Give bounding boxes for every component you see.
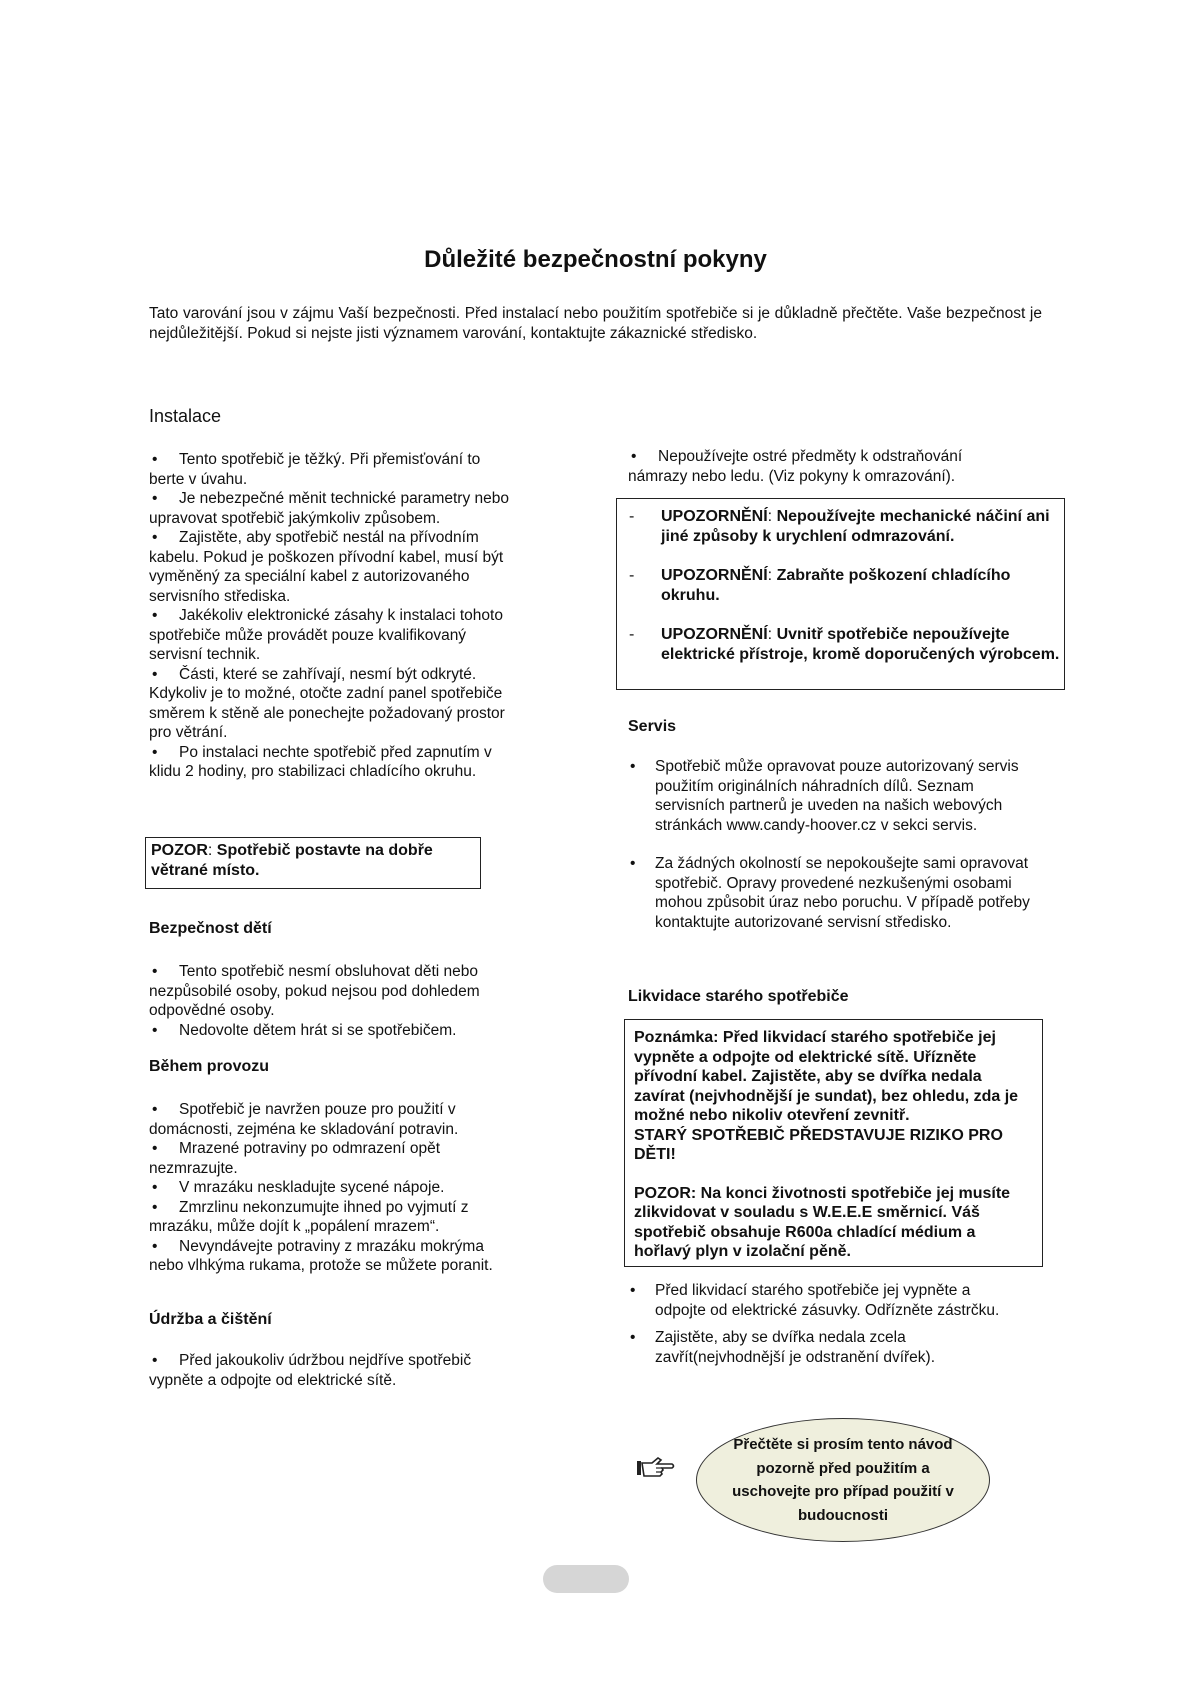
instalace-list bbox=[149, 450, 509, 782]
list-item: • Před jakoukoliv údržbou nejdříve spotřebič vypněte a odpojte od elektrické sítě. bbox=[149, 1352, 472, 1389]
pozor-label: POZOR bbox=[151, 842, 208, 859]
right-top-list bbox=[628, 447, 988, 486]
list-item: • Nepoužívejte ostré předměty k odstraňování námrazy nebo ledu. (Viz pokyny k omrazování). bbox=[628, 448, 963, 485]
page-number-pill bbox=[543, 1565, 629, 1593]
list-item: • Před likvidací starého spotřebiče jej vypněte a odpojte od elektrické zásuvky. Odřízněte zástrčku. bbox=[630, 1282, 1000, 1319]
heading-bezpecnost-deti: Bezpečnost dětí bbox=[149, 920, 272, 937]
list-item: • Zajistěte, aby spotřebič nestál na přívodním kabelu. Pokud je poškozen přívodní kabel, musí být vyměněný za speciální kabel z autorizovaného servisního střediska. bbox=[149, 529, 504, 605]
warning-item: - UPOZORNĚNÍ: Nepoužívejte mechanické náčiní ani jiné způsoby k urychlení odmrazování. bbox=[629, 508, 1050, 545]
list-item: • Spotřebič může opravovat pouze autorizovaný servis použitím originálních náhradních dílů. Seznam servisních partnerů je uveden na našich webových stránkách www.candy-hoover.cz v sekci servis. bbox=[630, 758, 1019, 834]
heading-likvidace: Likvidace starého spotřebiče bbox=[628, 988, 849, 1005]
heading-servis: Servis bbox=[628, 718, 677, 735]
list-item: • Po instalaci nechte spotřebič před zapnutím v klidu 2 hodiny, pro stabilizaci chladícího okruhu. bbox=[149, 743, 492, 780]
list-item: • Nevyndávejte potraviny z mrazáku mokrýma nebo vlhkýma rukama, protože se můžete poranit. bbox=[149, 1237, 493, 1274]
list-item: • Je nebezpečné měnit technické parametry nebo upravovat spotřebič jakýmkoliv způsobem. bbox=[149, 490, 510, 527]
servis-list bbox=[628, 757, 1038, 932]
list-item: • V mrazáku neskladujte sycené nápoje. bbox=[152, 1179, 445, 1196]
page-title: Důležité bezpečnostní pokyny bbox=[424, 246, 767, 273]
list-item: • Za žádných okolností se nepokoušejte sami opravovat spotřebič. Opravy provedené nezkušenými osobami mohou způsobit úraz nebo poruchu. V případě potřeby kontaktujte autorizované servisní středisko. bbox=[630, 855, 1030, 931]
likvidace-warning: STARÝ SPOTŘEBIČ PŘEDSTAVUJE RIZIKO PRO DĚTI! bbox=[634, 1126, 1003, 1163]
read-manual-text: Přečtěte si prosím tento návod pozorně před použitím a uschovejte pro případ použití v budoucnosti bbox=[732, 1436, 954, 1524]
read-manual-note bbox=[696, 1418, 990, 1542]
intro-paragraph: Tato varování jsou v zájmu Vaší bezpečnosti. Před instalací nebo použitím spotřebiče si je důkladně přečtěte. Vaše bezpečnost je nejdůležitější. Pokud si nejste jisti významem varování, kontaktujte zákaznické středisko. bbox=[149, 305, 1042, 342]
warnings-box bbox=[616, 498, 1065, 690]
list-item: • Nedovolte dětem hrát si se spotřebičem. bbox=[152, 1021, 457, 1039]
list-item: • Mrazené potraviny po odmrazení opět nezmrazujte. bbox=[149, 1140, 441, 1177]
heading-instalace: Instalace bbox=[149, 406, 222, 426]
warning-item: - UPOZORNĚNÍ: Zabraňte poškození chladícího okruhu. bbox=[629, 567, 1011, 604]
warning-item: - UPOZORNĚNÍ: Uvnitř spotřebiče nepoužívejte elektrické přístroje, kromě doporučených výrobcem. bbox=[629, 626, 1060, 663]
likvidace-box bbox=[624, 1019, 1043, 1267]
likvidace-note: Poznámka: Před likvidací starého spotřebiče jej vypněte a odpojte od elektrické sítě. Uřízněte přívodní kabel. Zajistěte, aby se dvířka nedala zavírat (nejvhodnější je sundat), bez ohledu, zda je možné nebo nikoliv otevření zevnitř. bbox=[634, 1029, 1019, 1124]
deti-list bbox=[149, 962, 489, 1040]
heading-behem-provozu: Během provozu bbox=[149, 1058, 270, 1075]
pozor-text: : Spotřebič postavte na dobře větrané místo. bbox=[151, 842, 433, 879]
list-item: • Jakékoliv elektronické zásahy k instalaci tohoto spotřebiče může provádět pouze kvalifikovaný servisní technik. bbox=[149, 607, 503, 663]
list-item: • Tento spotřebič nesmí obsluhovat děti nebo nezpůsobilé osoby, pokud nejsou pod dohledem odpovědné osoby. bbox=[149, 963, 480, 1019]
udrzba-list bbox=[149, 1351, 499, 1390]
heading-udrzba: Údržba a čištění bbox=[149, 1311, 272, 1328]
pozor-box bbox=[145, 837, 481, 889]
provoz-list bbox=[149, 1100, 509, 1276]
list-item: • Zmrzlinu nekonzumujte ihned po vyjmutí z mrazáku, může dojít k „popálení mrazem“. bbox=[149, 1198, 469, 1235]
list-item: • Části, které se zahřívají, nesmí být odkryté. Kdykoliv je to možné, otočte zadní panel spotřebiče směrem k stěně ale ponechejte požadovaný prostor pro větrání. bbox=[149, 665, 505, 741]
likvidace-list bbox=[628, 1281, 1008, 1367]
likvidace-pozor: POZOR: Na konci životnosti spotřebiče jej musíte zlikvidovat v souladu s W.E.E.E směrnicí. Váš spotřebič obsahuje R600a chladící médium a hořlavý plyn v izolační pěně. bbox=[634, 1184, 1011, 1260]
list-item: • Spotřebič je navržen pouze pro použití v domácnosti, zejména ke skladování potravin. bbox=[149, 1101, 459, 1138]
list-item: • Tento spotřebič je těžký. Při přemisťování to berte v úvahu. bbox=[149, 451, 481, 488]
list-item: • Zajistěte, aby se dvířka nedala zcela zavřít(nejvhodnější je odstranění dvířek). bbox=[630, 1329, 935, 1366]
pointing-hand-icon bbox=[636, 1455, 676, 1481]
